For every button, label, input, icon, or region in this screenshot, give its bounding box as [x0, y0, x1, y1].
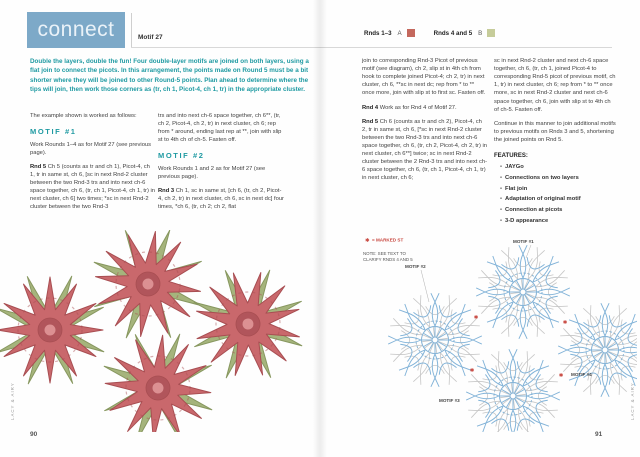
bullet-icon: • — [500, 164, 503, 171]
bullet-icon: • — [500, 185, 503, 192]
diagram-label-motif3: MOTIF #3 — [439, 398, 460, 403]
motif-photo — [0, 230, 332, 432]
continue-note: Continue in this manner to join additional motifs to previous motifs on Rnds 3 and 5, shortening the joined points on Rnd 5. — [494, 120, 616, 143]
motif1-heading: MOTIF #1 — [30, 127, 77, 137]
features-heading: FEATURES: — [494, 153, 528, 160]
yarn-b-swatch — [487, 29, 495, 37]
diagram-label-motif1: MOTIF #1 — [513, 239, 534, 244]
rnd5-label: Rnd 5 — [30, 163, 47, 170]
yarn-a-swatch — [407, 29, 415, 37]
rnd5-label: Rnd 5 — [362, 118, 379, 125]
bullet-icon: • — [500, 175, 503, 182]
right-column-1 — [362, 57, 488, 189]
rnd4-paragraph — [362, 104, 488, 112]
feature-item: • 3-D appearance — [500, 217, 549, 224]
chapter-edge-text-left: LACY & AIRY — [10, 382, 15, 420]
chapter-header — [27, 12, 125, 48]
feature-item: • JAYGo — [500, 164, 524, 171]
page-number-right: 91 — [595, 431, 603, 438]
motif-tab-label: Motif 27 — [138, 34, 163, 41]
stitch-diagram — [355, 226, 637, 432]
diagram-note-line2: CLARIFY RNDS 4 AND 5 — [363, 257, 413, 262]
rnd3-text: Ch 1, sc in same st, [ch 6, (tr, ch 2, Picot-4, ch 2, tr) in next cluster, ch 6, sc in next dc] four times, *ch 6, (tr, ch 2; ch 2, flat — [158, 188, 284, 211]
rnd4-text: Work as for Rnd 4 of Motif 27. — [379, 104, 457, 111]
feature-item: • Flat join — [500, 185, 528, 192]
legend-marker-text: = MARKED ST — [372, 237, 404, 243]
legend-b-label: Rnds 4 and 5 — [433, 29, 473, 37]
bullet-icon: • — [500, 217, 503, 224]
left-column-2 — [158, 112, 285, 217]
marked-stitch-icon: ✱ — [558, 373, 564, 379]
example-note: The example shown is worked as follows: — [30, 113, 137, 119]
motif2-intro: Work Rounds 1 and 2 as for Motif 27 (see previous page). — [158, 165, 266, 181]
legend-a-label: Rnds 1–3 — [364, 29, 392, 37]
left-column-1 — [30, 112, 155, 217]
motif2-heading: MOTIF #2 — [158, 151, 205, 161]
intro-paragraph: Double the layers, double the fun! Four double-layer motifs are joined on both layers, using a flat join to connect the picots. In this arrangement, the points made on Round 5 must be a bit shorter where they will be joined to other Round-5 points. Plan ahead to determine where the tips will join, then work those corners as (tr, ch 1, Picot-4, ch 1, tr) in the appropriate cluster. — [30, 58, 309, 94]
feature-item: • Connections on two layers — [500, 175, 579, 182]
rnd5-text: Ch 6 (counts as tr and ch 2), Picot-4, ch 2, tr in same st, ch 6, [*sc in next Rnd-2 cluster between the two Rnd-3 trs and into next ch-6 space together, ch 6, (tr, ch 2, Picot-4, ch 2, tr) in next cluster, ch 6**] twice; sc in next Rnd-2 cluster between the 2 Rnd-3 trs and into next ch-6 space together, ch 6, (tr, ch 1, Picot-4, ch 1, tr) in next cluster, ch 6; — [362, 118, 488, 182]
feature-item: • Connection at picots — [500, 206, 563, 213]
marked-stitch-icon: ✱ — [562, 320, 568, 326]
rnd4-label: Rnd 4 — [362, 104, 379, 111]
yarn-legend — [364, 29, 509, 37]
marked-stitch-icon: ✱ — [473, 315, 479, 321]
page-gutter — [313, 0, 327, 457]
header-rule — [131, 47, 612, 48]
header-divider — [131, 13, 132, 48]
rnd3-label: Rnd 3 — [158, 188, 175, 195]
diagram-note-line1: NOTE: SEE TEXT TO — [363, 251, 406, 256]
chapter-edge-text-right: LACY & AIRY — [630, 382, 635, 420]
legend-marker-icon: ✱ — [365, 238, 370, 244]
chapter-title: connect — [37, 18, 115, 41]
right-column-2 — [494, 57, 616, 227]
page-number-left: 90 — [30, 431, 38, 438]
diagram-label-motif2: MOTIF #2 — [405, 264, 426, 269]
marked-stitch-icon: ✱ — [469, 368, 475, 374]
motif2-rnd3 — [158, 187, 285, 211]
feature-item: • Adaptation of original motif — [500, 196, 581, 203]
rnd5-text: Ch 5 (counts as tr and ch 1), Picot-4, ch 1, tr in same st, ch 6, [sc in next Rnd-2 cluster between the two Rnd-3 trs and into next ch-6 space together, ch 6, (tr, ch 1, Picot-4, ch 1, tr) in next cluster, ch 6] two times; *sc in next Rnd-2 cluster between the two Rnd-3 — [30, 163, 156, 211]
motif1-rnd5 — [30, 163, 155, 212]
bullet-icon: • — [500, 206, 503, 213]
rnd5-continuation: trs and into next ch-6 space together, ch 6**, (tr, ch 2, Picot-4, ch 2, tr) in next cluster, ch 6; rep from * around, ending last rep at **, join with slip st to 4th ch of ch-5. Fasten off. — [158, 113, 282, 144]
diagram-label-motif4: MOTIF #4 — [571, 372, 592, 377]
motif1-intro: Work Rounds 1–4 as for Motif 27 (see previous page). — [30, 141, 152, 156]
legend-a-letter: A — [397, 29, 402, 37]
rnd5-continuation: sc in next Rnd-2 cluster and next ch-6 space together, ch 6, (tr, ch 1, joined Picot-4 to corresponding Rnd-5 picot of previous motif, ch 1, tr) in next cluster, ch 6; rep from * to ** once more, sc in next Rnd-2 cluster and next ch-6 space together, ch 6, join with slip st to 4th ch of ch-5. Fasten off. — [494, 58, 616, 113]
bullet-icon: • — [500, 196, 503, 203]
legend-b-letter: B — [478, 29, 483, 37]
rnd3-continuation: join to corresponding Rnd-3 Picot of previous motif (see diagram), ch 2, slip st in 4th ch from hook to complete joined Picot-4; ch 2, tr) in next cluster, ch 6, **sc in next dc; rep from * to ** once more, join with slip st to first sc. Fasten off. — [362, 58, 486, 97]
rnd5-paragraph — [362, 118, 488, 183]
